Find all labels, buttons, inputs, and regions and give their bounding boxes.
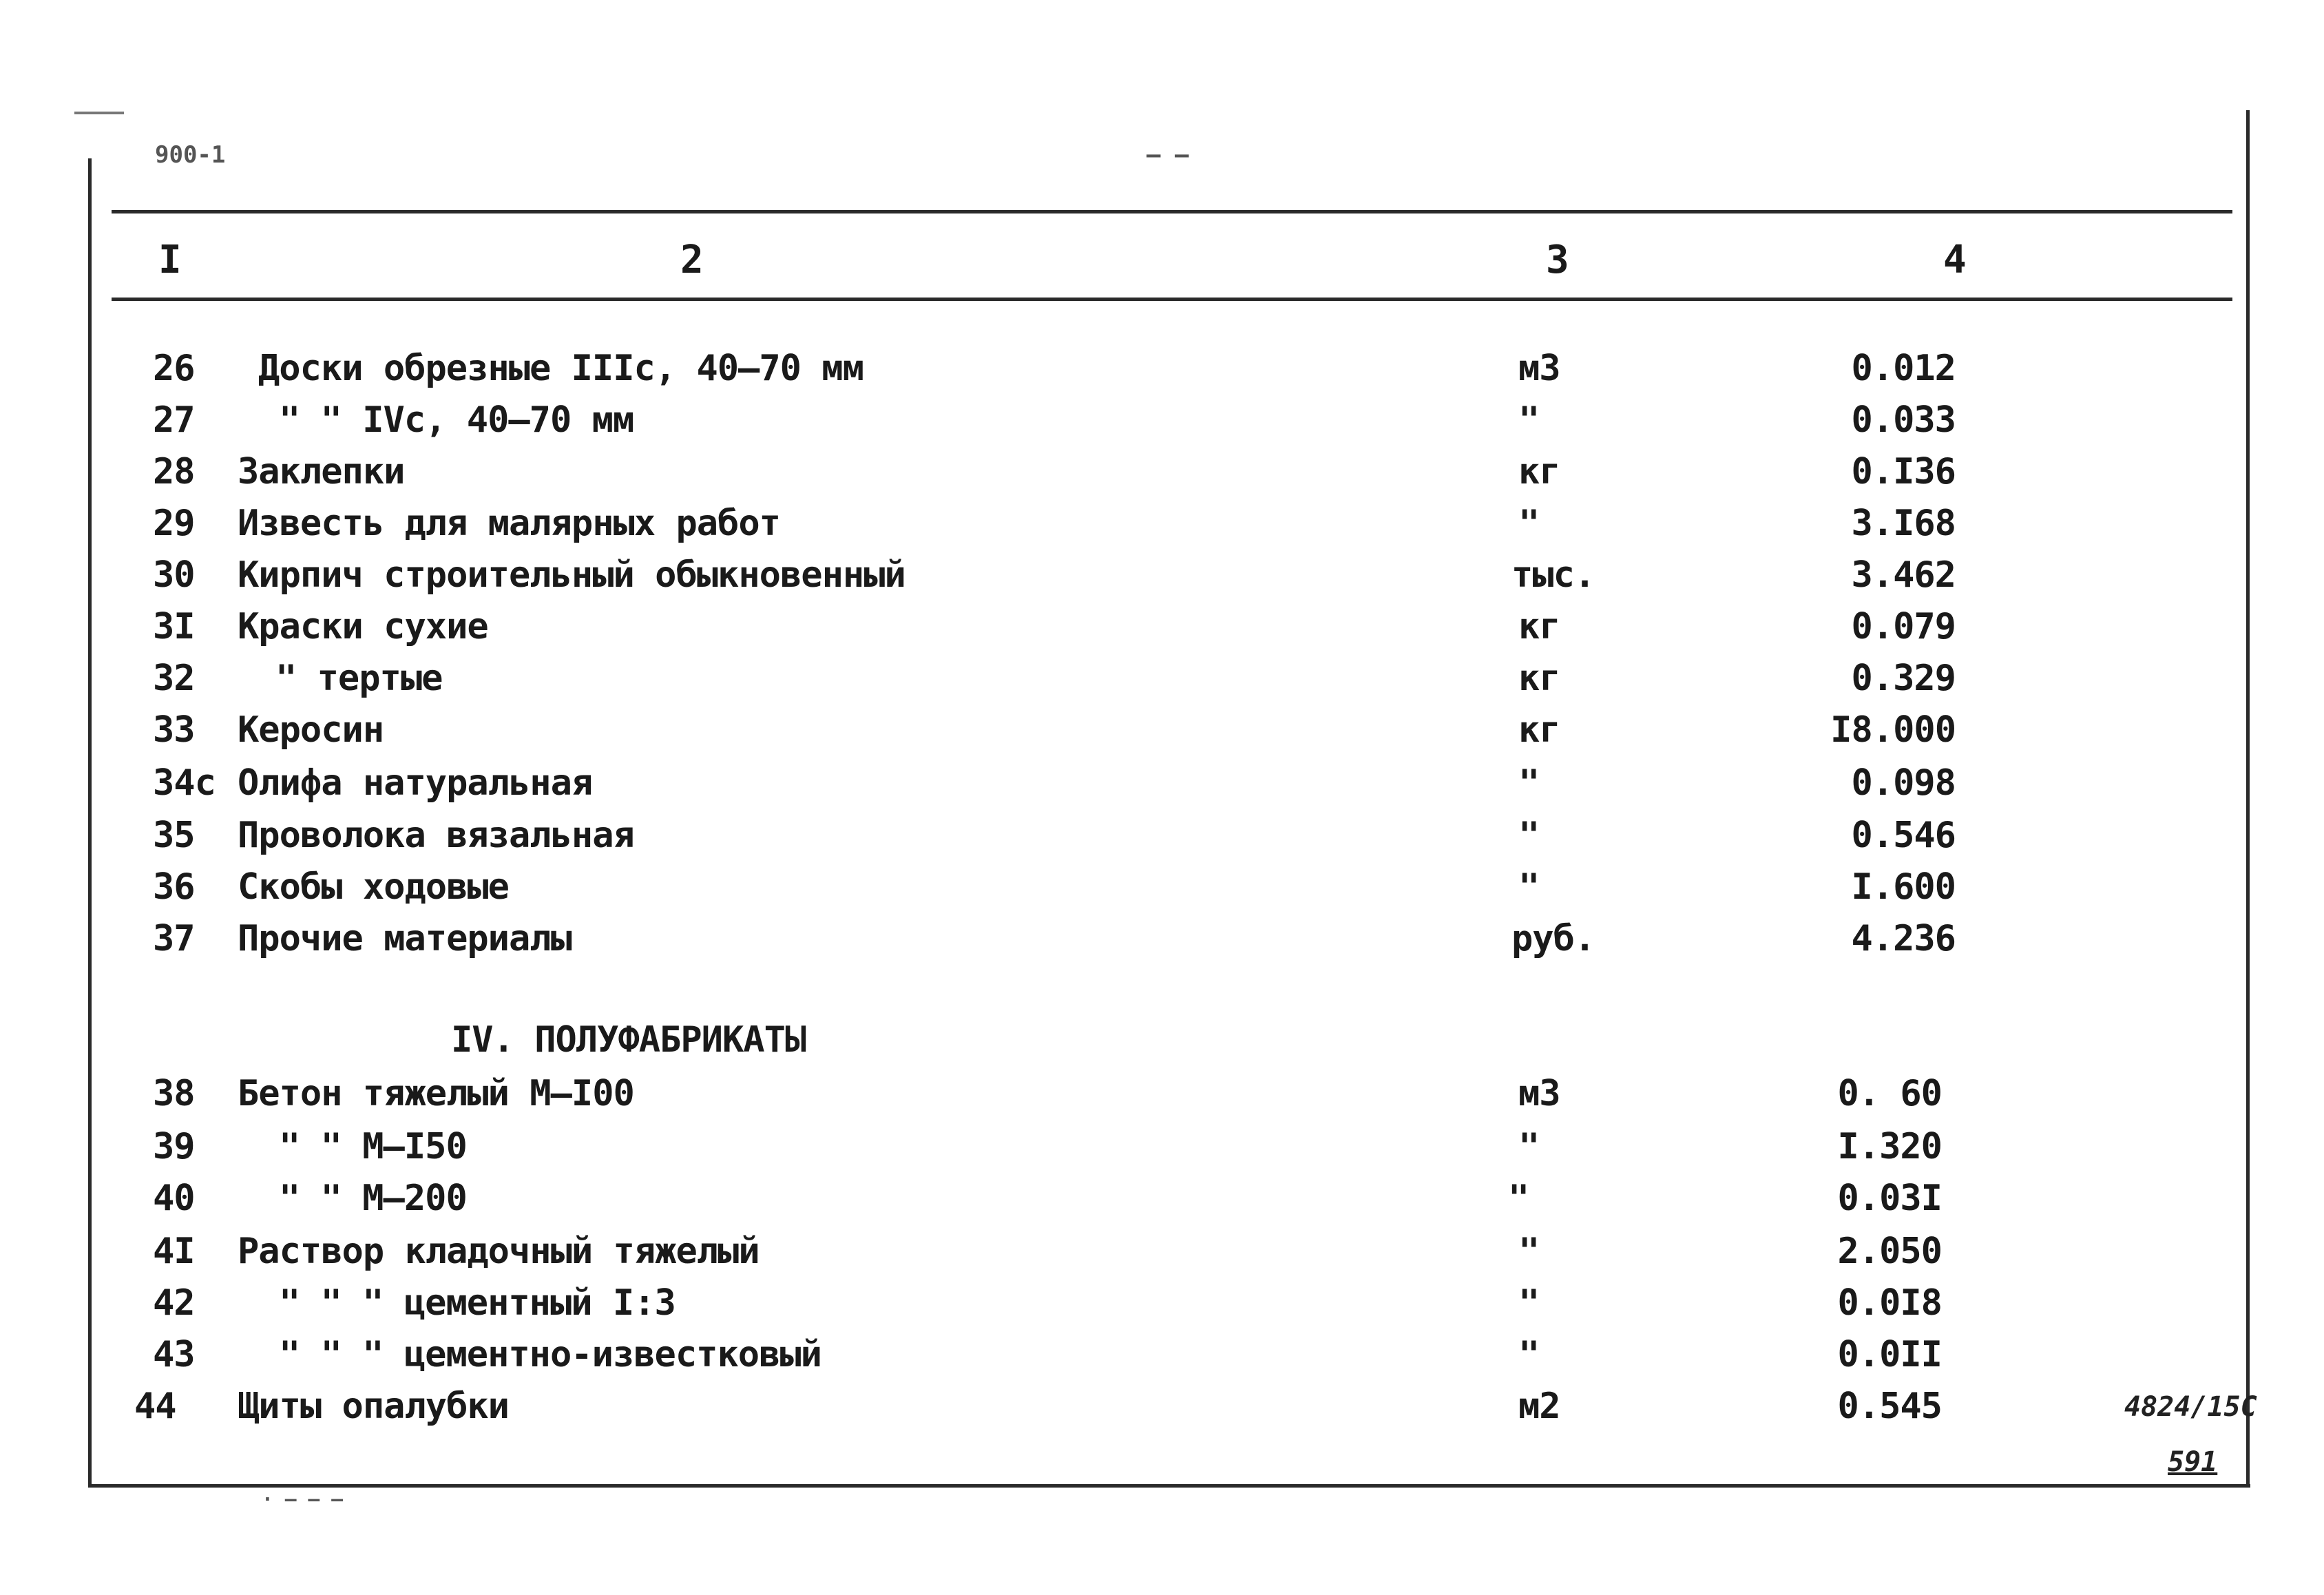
row-name: " " IVс, 40–70 мм [279, 399, 634, 441]
frame-bottom-border [88, 1484, 2250, 1488]
column-header-4: 4 [1943, 238, 1966, 282]
corner-reference: 4824/15С [2124, 1391, 2257, 1423]
row-name: Известь для малярных работ [238, 503, 780, 544]
row-name: Кирпич строительный обыкновенный [238, 554, 905, 596]
row-number: 34с [153, 762, 216, 804]
table-header-rule [112, 298, 2232, 301]
column-header-3: 3 [1546, 238, 1569, 282]
row-number: 36 [153, 866, 195, 908]
row-value: 0.0II [1837, 1334, 1942, 1375]
row-value: 0.545 [1837, 1386, 1942, 1427]
row-number: 33 [153, 709, 195, 751]
row-unit: " [1518, 866, 1540, 908]
row-name: Прочие материалы [238, 918, 572, 959]
row-unit: " [1518, 1231, 1540, 1272]
header-mark: – – [1147, 141, 1189, 169]
row-unit: м3 [1518, 348, 1560, 389]
row-value: 0.03I [1837, 1178, 1942, 1219]
row-name: Проволока вязальная [238, 815, 634, 856]
row-value: 0.I36 [1851, 451, 1956, 492]
row-value: I.320 [1837, 1126, 1942, 1167]
row-name: Бетон тяжелый М–I00 [238, 1073, 634, 1114]
row-name: " " " цементно-известковый [279, 1334, 821, 1375]
row-number: 3I [153, 606, 195, 647]
row-value: 0.546 [1851, 815, 1956, 856]
row-value: I8.000 [1830, 709, 1956, 751]
row-name: Олифа натуральная [238, 762, 593, 804]
row-value: 3.462 [1851, 554, 1956, 596]
row-unit: кг [1518, 658, 1560, 699]
row-number: 38 [153, 1073, 195, 1114]
row-value: 4.236 [1851, 918, 1956, 959]
column-header-2: 2 [680, 238, 703, 282]
row-name: " тертые [275, 658, 443, 699]
table-top-rule [112, 210, 2232, 213]
row-name: Керосин [238, 709, 384, 751]
row-value: 0.079 [1851, 606, 1956, 647]
row-number: 26 [153, 348, 195, 389]
row-number: 39 [153, 1126, 195, 1167]
row-number: 32 [153, 658, 195, 699]
row-number: 27 [153, 399, 195, 441]
row-unit: " [1508, 1178, 1529, 1219]
row-value: 0. 60 [1837, 1073, 1942, 1114]
row-number: 4I [153, 1231, 195, 1272]
row-value: 0.012 [1851, 348, 1956, 389]
row-unit: кг [1518, 606, 1560, 647]
frame-right-border [2246, 110, 2250, 1488]
row-number: 42 [153, 1282, 195, 1324]
row-unit: " [1518, 1126, 1540, 1167]
row-name: " " " цементный I:3 [279, 1282, 676, 1324]
row-value: 0.033 [1851, 399, 1956, 441]
row-name: Щиты опалубки [238, 1386, 509, 1427]
row-unit: " [1518, 399, 1540, 441]
row-name: " " М–I50 [279, 1126, 467, 1167]
sheet-code: 900-1 [155, 141, 226, 169]
row-number: 35 [153, 815, 195, 856]
row-number: 37 [153, 918, 195, 959]
row-unit: " [1518, 762, 1540, 804]
row-unit: " [1518, 815, 1540, 856]
row-value: 2.050 [1837, 1231, 1942, 1272]
row-unit: м3 [1518, 1073, 1560, 1114]
bottom-mark: · – – – [262, 1488, 344, 1510]
row-value: I.600 [1851, 866, 1956, 908]
section-title: IV. ПОЛУФАБРИКАТЫ [451, 1019, 806, 1061]
frame-left-border [88, 158, 92, 1488]
row-value: 0.329 [1851, 658, 1956, 699]
row-number: 44 [134, 1386, 176, 1427]
row-number: 30 [153, 554, 195, 596]
row-unit: руб. [1511, 918, 1595, 959]
row-unit: кг [1518, 709, 1560, 751]
row-value: 0.0I8 [1837, 1282, 1942, 1324]
row-unit: " [1518, 503, 1540, 544]
row-number: 28 [153, 451, 195, 492]
row-unit: м2 [1518, 1386, 1560, 1427]
row-number: 40 [153, 1178, 195, 1219]
row-name: Краски сухие [238, 606, 488, 647]
row-name: Заклепки [238, 451, 405, 492]
margin-mark [74, 112, 124, 114]
row-unit: тыс. [1511, 554, 1595, 596]
row-name: Доски обрезные IIIс, 40–70 мм [258, 348, 863, 389]
row-unit: кг [1518, 451, 1560, 492]
row-unit: " [1518, 1334, 1540, 1375]
row-value: 3.I68 [1851, 503, 1956, 544]
page-number: 591 [2168, 1446, 2218, 1478]
row-value: 0.098 [1851, 762, 1956, 804]
row-unit: " [1518, 1282, 1540, 1324]
row-name: " " М–200 [279, 1178, 467, 1219]
column-header-1: I [158, 238, 181, 282]
row-name: Скобы ходовые [238, 866, 509, 908]
row-number: 43 [153, 1334, 195, 1375]
row-name: Раствор кладочный тяжелый [238, 1231, 760, 1272]
row-number: 29 [153, 503, 195, 544]
